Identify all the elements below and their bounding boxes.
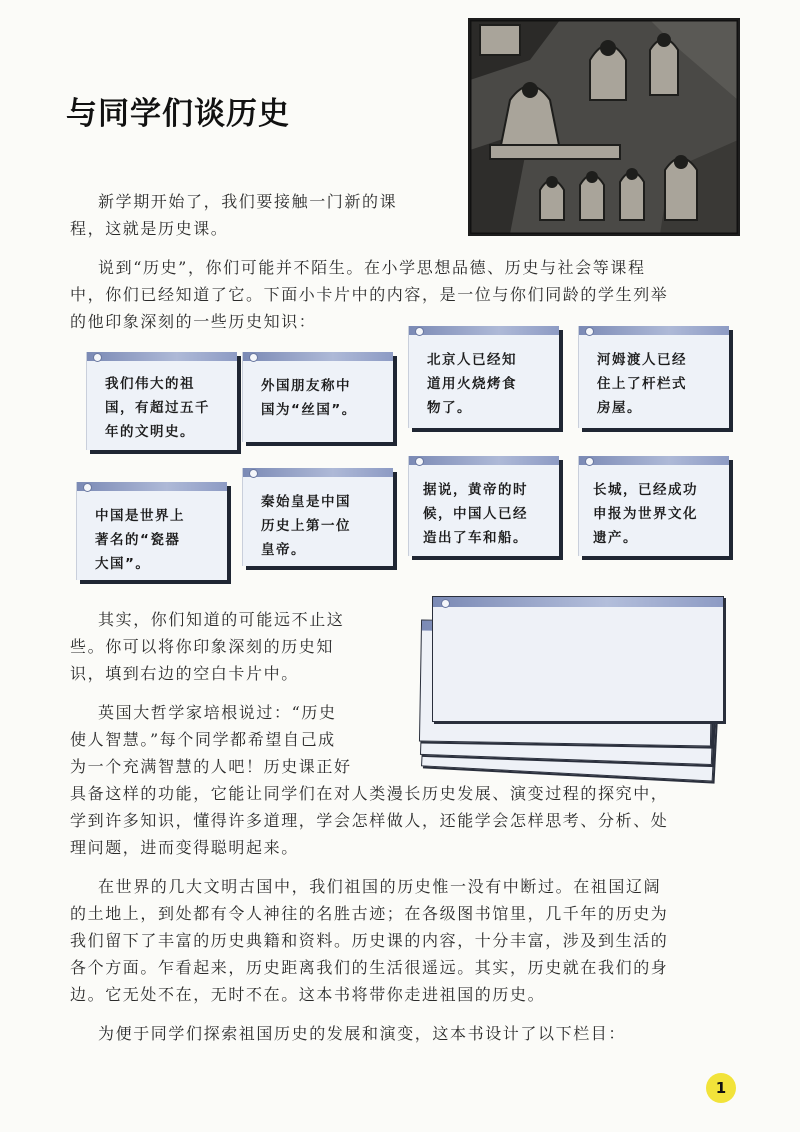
ancient-stone-relief-illustration xyxy=(470,20,738,234)
card-hole-icon xyxy=(415,327,424,336)
card-line: 著名的“瓷器 xyxy=(95,532,181,548)
card-line: 我们伟大的祖 xyxy=(105,376,195,392)
card-line: 候，中国人已经 xyxy=(423,506,528,522)
card-tab xyxy=(243,468,393,477)
history-fact-card xyxy=(242,352,393,442)
blank-card-front xyxy=(432,596,724,722)
paragraph-text-line: 些。你可以将你印象深刻的历史知 xyxy=(70,637,335,656)
card-hole-icon xyxy=(441,599,450,608)
page-number: 1 xyxy=(706,1073,736,1103)
paragraph-text-line: 的他印象深刻的一些历史知识： xyxy=(70,312,317,331)
card-line: 申报为世界文化 xyxy=(593,506,698,522)
history-fact-card xyxy=(86,352,237,450)
card-tab xyxy=(579,326,729,335)
card-tab xyxy=(579,456,729,465)
card-line: 秦始皇是中国 xyxy=(261,494,351,510)
card-text xyxy=(597,348,719,420)
history-fact-card xyxy=(242,468,393,566)
paragraph-text-line: 的土地上，到处都有令人神往的名胜古迹；在各级图书馆里，几千年的历史为 xyxy=(70,904,669,923)
card-line: 河姆渡人已经 xyxy=(597,352,687,368)
card-line: 住上了杆栏式 xyxy=(597,376,687,392)
paragraph-text-line: 为便于同学们探索祖国历史的发展和演变，这本书设计了以下栏目： xyxy=(98,1024,627,1043)
card-text xyxy=(423,478,549,550)
card-hole-icon xyxy=(249,469,258,478)
card-line: 据说，黄帝的时 xyxy=(423,482,528,498)
paragraph-intro-line: 程，这就是历史课。 xyxy=(70,219,229,238)
card-line: 造出了车和船。 xyxy=(423,530,528,546)
card-tab xyxy=(87,352,237,361)
card-line: 北京人已经知 xyxy=(427,352,517,368)
paragraph-text-line: 我们留下了丰富的历史典籍和资料。历史课的内容，十分丰富，涉及到生活的 xyxy=(70,931,669,950)
card-text xyxy=(95,504,217,576)
card-text xyxy=(593,478,719,550)
card-tab xyxy=(433,597,723,607)
history-fact-card xyxy=(76,482,227,580)
card-hole-icon xyxy=(83,483,92,492)
card-tab xyxy=(243,352,393,361)
card-line: 国为“丝国”。 xyxy=(261,402,357,418)
card-line: 中国是世界上 xyxy=(95,508,185,524)
card-line: 长城，已经成功 xyxy=(593,482,698,498)
paragraph-text-line: 学到许多知识，懂得许多道理，学会怎样做人，还能学会怎样思考、分析、处 xyxy=(70,811,669,830)
card-text xyxy=(261,490,383,562)
paragraph-text-line: 说到“历史”，你们可能并不陌生。在小学思想品德、历史与社会等课程 xyxy=(98,258,646,277)
card-tab xyxy=(77,482,227,491)
paragraph-text-line: 理问题，进而变得聪明起来。 xyxy=(70,838,299,857)
paragraph-text-line: 边。它无处不在，无时不在。这本书将带你走进祖国的历史。 xyxy=(70,985,546,1004)
card-line: 大国”。 xyxy=(95,556,151,572)
history-fact-card xyxy=(408,456,559,556)
paragraph-text-line: 各个方面。乍看起来，历史距离我们的生活很遥远。其实，历史就在我们的身 xyxy=(70,958,669,977)
history-fact-card xyxy=(578,326,729,428)
blank-card-stack xyxy=(418,590,728,780)
card-tab xyxy=(409,456,559,465)
history-fact-card xyxy=(578,456,729,556)
paragraph-text-line: 具备这样的功能，它能让同学们在对人类漫长历史发展、演变过程的探究中， xyxy=(70,784,669,803)
paragraph-text-line: 识，填到右边的空白卡片中。 xyxy=(70,664,299,683)
card-text xyxy=(261,374,383,422)
history-fact-card xyxy=(408,326,559,428)
paragraph-text-line: 中，你们已经知道了它。下面小卡片中的内容，是一位与你们同龄的学生列举 xyxy=(70,285,669,304)
card-line: 皇帝。 xyxy=(261,542,306,558)
card-hole-icon xyxy=(415,457,424,466)
card-line: 年的文明史。 xyxy=(105,424,195,440)
card-line: 历史上第一位 xyxy=(261,518,351,534)
card-line: 外国朋友称中 xyxy=(261,378,351,394)
card-line: 国，有超过五千 xyxy=(105,400,210,416)
paragraph-text-line: 为一个充满智慧的人吧！历史课正好 xyxy=(70,757,352,776)
card-text xyxy=(105,372,227,444)
card-hole-icon xyxy=(93,353,102,362)
page-title: 与同学们谈历史 xyxy=(66,96,290,132)
card-line: 道用火烧烤食 xyxy=(427,376,517,392)
card-line: 遗产。 xyxy=(593,530,638,546)
paragraph-intro-line: 新学期开始了，我们要接触一门新的课 xyxy=(98,192,398,211)
paragraph-text-line: 英国大哲学家培根说过：“历史 xyxy=(98,703,337,722)
paragraph-text-line: 其实，你们知道的可能远不止这 xyxy=(98,610,345,629)
paragraph-text-line: 使人智慧。”每个同学都希望自己成 xyxy=(70,730,336,749)
card-hole-icon xyxy=(585,457,594,466)
card-line: 房屋。 xyxy=(597,400,642,416)
card-tab xyxy=(409,326,559,335)
paragraph-text-line: 在世界的几大文明古国中，我们祖国的历史惟一没有中断过。在祖国辽阔 xyxy=(98,877,662,896)
card-line: 物了。 xyxy=(427,400,472,416)
card-hole-icon xyxy=(585,327,594,336)
illustration-image xyxy=(468,18,740,236)
card-text xyxy=(427,348,549,420)
card-hole-icon xyxy=(249,353,258,362)
